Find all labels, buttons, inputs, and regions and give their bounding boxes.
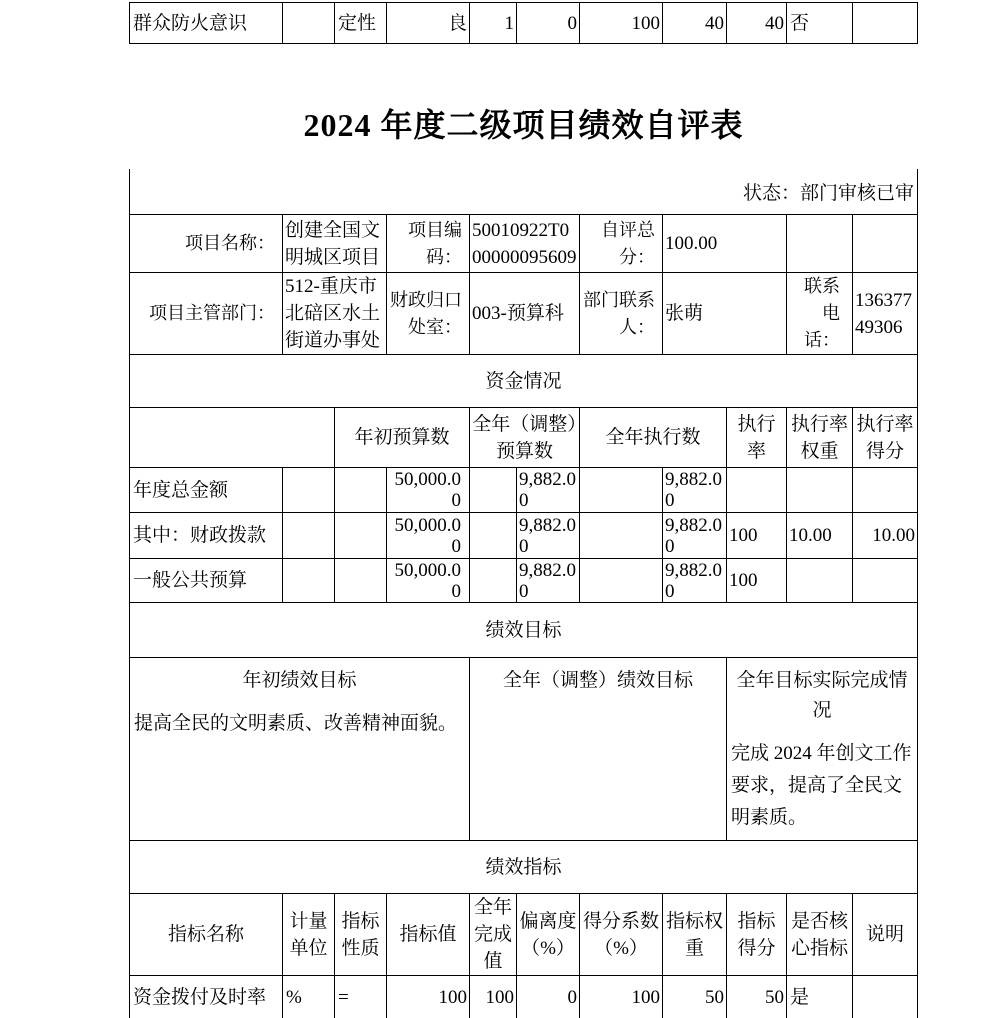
empty-cell (470, 468, 517, 513)
prev-indicator-weight: 40 (663, 3, 727, 44)
status-row (129, 169, 918, 214)
indicator-deviation: 0 (517, 976, 580, 1018)
funding-executed: 9,882.00 (663, 468, 727, 513)
prev-indicator-row (130, 3, 918, 44)
goal-adjusted-cell (470, 658, 727, 841)
ind-header-coefficient: 得分系数（%） (580, 894, 663, 976)
funding-score (853, 559, 918, 603)
project-info-row-2 (130, 273, 918, 355)
self-score-value: 100.00 (663, 215, 787, 273)
funding-initial: 50,000.00 (387, 468, 470, 513)
status-text: 状态：部门审核已审 (742, 183, 914, 204)
evaluation-table (129, 214, 918, 1018)
indicator-coefficient: 100 (580, 976, 663, 1018)
indicator-note (853, 976, 918, 1018)
indicator-target: 100 (387, 976, 470, 1018)
prev-indicator-empty-cell (283, 3, 335, 44)
finance-office-label: 财政归口处室： (387, 273, 470, 355)
goal-initial-cell (130, 658, 470, 841)
prev-indicator-actual: 1 (470, 3, 517, 44)
funding-header-adjusted: 全年（调整）预算数 (470, 408, 580, 468)
ind-header-core: 是否核心指标 (787, 894, 853, 976)
empty-cell (470, 559, 517, 603)
empty-cell (335, 559, 387, 603)
ind-header-deviation: 偏离度（%） (517, 894, 580, 976)
previous-page-indicator-table (129, 2, 918, 44)
funding-header-weight: 执行率权重 (787, 408, 853, 468)
funding-label: 一般公共预算 (130, 559, 283, 603)
funding-initial: 50,000.00 (387, 513, 470, 559)
project-code-label: 项目编码： (387, 215, 470, 273)
funding-initial: 50,000.00 (387, 559, 470, 603)
goals-section-row (130, 603, 918, 658)
project-name-label: 项目名称： (130, 215, 283, 273)
goals-section-title: 绩效目标 (130, 603, 918, 658)
funding-adjusted: 9,882.00 (517, 468, 580, 513)
prev-indicator-coefficient: 100 (580, 3, 663, 44)
contact-value: 张萌 (663, 273, 787, 355)
empty-cell (283, 513, 335, 559)
empty-cell (580, 559, 663, 603)
contact-label: 部门联系人： (580, 273, 663, 355)
prev-indicator-note (853, 3, 918, 44)
empty-cell (853, 215, 918, 273)
funding-row-fiscal (130, 513, 918, 559)
funding-row-total (130, 468, 918, 513)
prev-indicator-deviation: 0 (517, 3, 580, 44)
project-code-value: 50010922T000000095609 (470, 215, 580, 273)
goal-initial-text: 提高全民的文明素质、改善精神面貌。 (134, 713, 458, 734)
self-score-label: 自评总分： (580, 215, 663, 273)
funding-rate: 100 (727, 559, 787, 603)
indicators-header-row (130, 894, 918, 976)
phone-label: 联系电话： (787, 273, 853, 355)
funding-score (853, 468, 918, 513)
indicator-nature: = (335, 976, 387, 1018)
indicator-weight: 50 (663, 976, 727, 1018)
goal-actual-title: 全年目标实际完成情况 (736, 670, 908, 721)
funding-section-title: 资金情况 (130, 355, 918, 408)
ind-header-target: 指标值 (387, 894, 470, 976)
dept-value: 512-重庆市北碚区水土街道办事处 (283, 273, 387, 355)
project-name-value: 创建全国文明城区项目 (283, 215, 387, 273)
funding-weight: 10.00 (787, 513, 853, 559)
ind-header-name: 指标名称 (130, 894, 283, 976)
prev-indicator-score: 40 (727, 3, 787, 44)
funding-score: 10.00 (853, 513, 918, 559)
prev-indicator-core: 否 (787, 3, 853, 44)
funding-header-score: 执行率得分 (853, 408, 918, 468)
funding-adjusted: 9,882.00 (517, 513, 580, 559)
funding-adjusted: 9,882.00 (517, 559, 580, 603)
indicator-unit: % (283, 976, 335, 1018)
funding-rate (727, 468, 787, 513)
phone-value: 13637749306 (853, 273, 918, 355)
funding-header-row (130, 408, 918, 468)
dept-label: 项目主管部门： (130, 273, 283, 355)
prev-indicator-target: 良 (387, 3, 470, 44)
funding-header-initial: 年初预算数 (335, 408, 470, 468)
funding-executed: 9,882.00 (663, 513, 727, 559)
funding-header-rate: 执行率 (727, 408, 787, 468)
page-title: 2024 年度二级项目绩效自评表 (303, 107, 744, 143)
empty-cell (335, 513, 387, 559)
ind-header-actual: 全年完成值 (470, 894, 517, 976)
ind-header-score: 指标得分 (727, 894, 787, 976)
indicator-core: 是 (787, 976, 853, 1018)
indicator-name: 资金拨付及时率 (130, 976, 283, 1018)
document-page (0, 2, 1000, 1018)
indicator-score: 50 (727, 976, 787, 1018)
empty-cell (335, 468, 387, 513)
ind-header-note: 说明 (853, 894, 918, 976)
prev-indicator-name: 群众防火意识 (130, 3, 283, 44)
funding-rate: 100 (727, 513, 787, 559)
goal-adjusted-title: 全年（调整）绩效目标 (503, 670, 694, 691)
empty-cell (787, 215, 853, 273)
funding-weight (787, 559, 853, 603)
funding-header-blank (130, 408, 335, 468)
indicator-actual: 100 (470, 976, 517, 1018)
funding-section-row (130, 355, 918, 408)
funding-row-public-budget (130, 559, 918, 603)
project-info-row-1 (130, 215, 918, 273)
ind-header-nature: 指标性质 (335, 894, 387, 976)
indicator-row (130, 976, 918, 1018)
funding-label: 年度总金额 (130, 468, 283, 513)
goal-initial-title: 年初绩效目标 (242, 670, 357, 691)
ind-header-unit: 计量单位 (283, 894, 335, 976)
empty-cell (580, 468, 663, 513)
funding-weight (787, 468, 853, 513)
prev-indicator-nature: 定性 (335, 3, 387, 44)
ind-header-weight: 指标权重 (663, 894, 727, 976)
funding-executed: 9,882.00 (663, 559, 727, 603)
empty-cell (283, 468, 335, 513)
empty-cell (580, 513, 663, 559)
indicators-section-row (130, 841, 918, 894)
indicators-section-title: 绩效指标 (130, 841, 918, 894)
funding-label: 其中：财政拨款 (130, 513, 283, 559)
goals-content-row (130, 658, 918, 841)
finance-office-value: 003-预算科 (470, 273, 580, 355)
empty-cell (283, 559, 335, 603)
goal-actual-cell (727, 658, 918, 841)
empty-cell (470, 513, 517, 559)
funding-header-executed: 全年执行数 (580, 408, 727, 468)
goal-actual-text: 完成 2024 年创文工作要求，提高了全民文明素质。 (731, 743, 912, 828)
